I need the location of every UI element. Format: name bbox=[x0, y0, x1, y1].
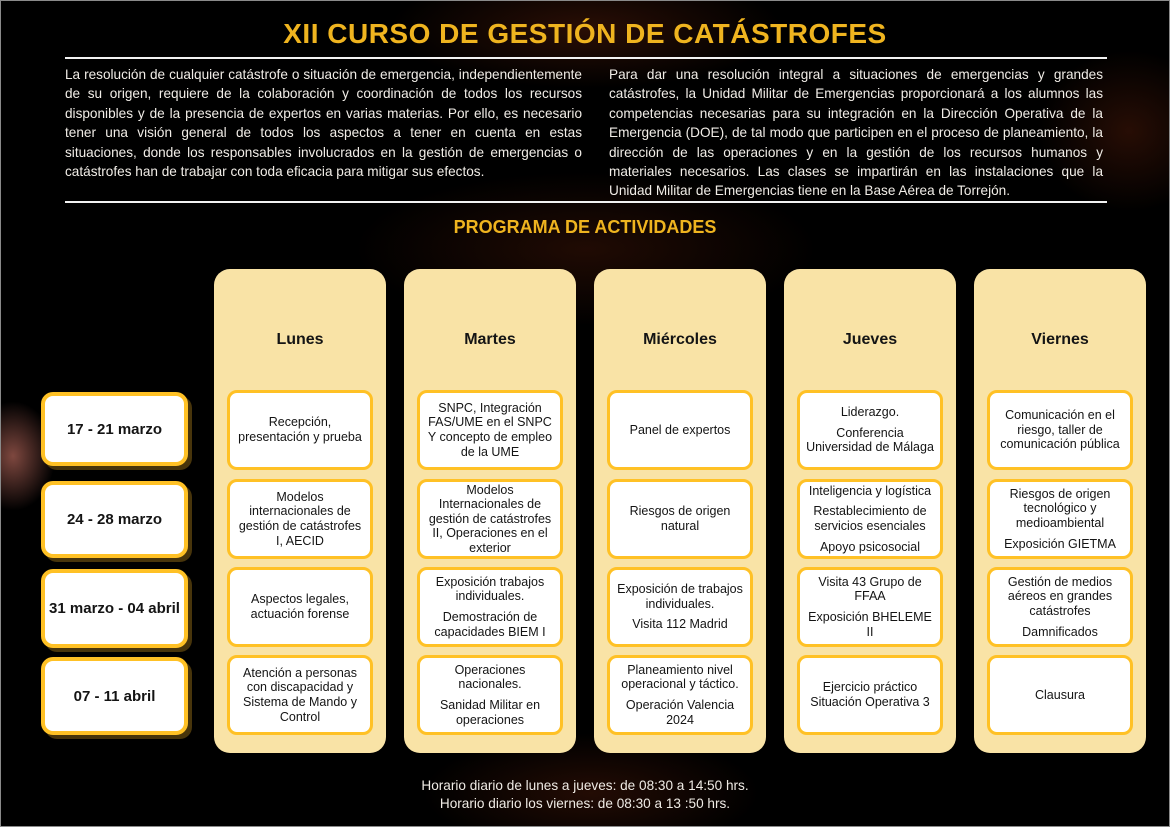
cell-text: Clausura bbox=[1034, 687, 1086, 702]
cell-text: Exposición BHELEME II bbox=[808, 610, 932, 639]
day-header-lunes: Lunes bbox=[276, 331, 324, 348]
cell-text: Damnificados bbox=[1022, 624, 1098, 639]
cell-text: Conferencia Universidad de Málaga bbox=[806, 425, 934, 455]
cell-text: Aspectos legales, actuación forense bbox=[250, 592, 350, 621]
section-heading-programa: PROGRAMA DE ACTIVIDADES bbox=[453, 217, 717, 237]
divider-under-intro bbox=[65, 201, 1107, 203]
footer-hours-line-2: Horario diario los viernes: de 08:30 a 13 :50 hrs. bbox=[439, 795, 731, 811]
intro-paragraph-right: Para dar una resolución integral a situaciones de emergencias y grandes catástrofes, la Unidad Militar de Emergencias proporcionará a los alumnos las competencias necesarias para su integración en la Dirección Operativa de la Emergencia (DOE), de tal modo que participen en el proceso de planeamiento, la dirección de las operaciones y en la gestión de los recursos humanos y materiales necesarios. Las clases se impartirán en las instalaciones que la Unidad Militar de Emergencias tiene en la Base Aérea de Torrejón. bbox=[609, 67, 1103, 199]
day-column-lunes bbox=[214, 269, 386, 753]
footer-schedule-hours bbox=[1, 777, 1169, 812]
schedule-cell bbox=[417, 479, 563, 559]
cell-text: Liderazgo. bbox=[840, 405, 900, 420]
day-column-martes bbox=[404, 269, 576, 753]
day-header-martes: Martes bbox=[464, 331, 516, 348]
day-column-viernes bbox=[974, 269, 1146, 753]
schedule-cell bbox=[987, 655, 1133, 735]
cell-text: Restablecimiento de servicios esenciales bbox=[813, 504, 927, 533]
schedule-cell bbox=[607, 655, 753, 735]
schedule-cell bbox=[227, 655, 373, 735]
day-header-jueves: Jueves bbox=[842, 331, 898, 348]
cell-text: Visita 112 Madrid bbox=[632, 617, 728, 632]
footer-hours-line-1: Horario diario de lunes a jueves: de 08:30 a 14:50 hrs. bbox=[421, 778, 749, 793]
week-date-box-3: 31 marzo - 04 abril bbox=[41, 569, 188, 648]
week-date-box-2: 24 - 28 marzo bbox=[41, 481, 188, 558]
cell-text: Modelos Internacionales de gestión de catástrofes II, Operaciones en el exterior bbox=[428, 482, 552, 555]
cell-text: Exposición GIETMA bbox=[1004, 536, 1116, 551]
divider-under-title bbox=[65, 57, 1107, 59]
schedule-cell bbox=[607, 479, 753, 559]
schedule-cell bbox=[797, 567, 943, 647]
cell-text: Riesgos de origen natural bbox=[629, 504, 731, 533]
schedule-cell bbox=[797, 655, 943, 735]
schedule-cell bbox=[797, 390, 943, 470]
cell-text: Gestión de medios aéreos en grandes catástrofes bbox=[1007, 574, 1113, 618]
schedule-cell bbox=[987, 479, 1133, 559]
schedule-cell bbox=[607, 390, 753, 470]
cell-text: Operaciones nacionales. bbox=[454, 662, 526, 692]
page-title: XII CURSO DE GESTIÓN DE CATÁSTROFES bbox=[283, 18, 887, 49]
schedule-cell bbox=[417, 567, 563, 647]
cell-text: Sanidad Militar en operaciones bbox=[439, 698, 541, 727]
cell-text: Modelos internacionales de gestión de catástrofes I, AECID bbox=[238, 489, 362, 548]
cell-text: Inteligencia y logística bbox=[808, 483, 932, 498]
cell-text: Atención a personas con discapacidad y Sistema de Mando y Control bbox=[243, 665, 357, 724]
cell-text: Apoyo psicosocial bbox=[819, 539, 921, 554]
week-date-box-1: 17 - 21 marzo bbox=[41, 392, 188, 466]
cell-text: Planeamiento nivel operacional y táctico. bbox=[621, 662, 739, 692]
schedule-cell bbox=[227, 390, 373, 470]
cell-text: Ejercicio práctico Situación Operativa 3 bbox=[810, 680, 930, 709]
schedule-cell bbox=[227, 567, 373, 647]
schedule-cell bbox=[607, 567, 753, 647]
day-column-miercoles bbox=[594, 269, 766, 753]
cell-text: Exposición de trabajos individuales. bbox=[617, 582, 743, 611]
schedule-cell bbox=[227, 479, 373, 559]
week-date-box-4: 07 - 11 abril bbox=[41, 657, 188, 735]
schedule-cell bbox=[987, 390, 1133, 470]
cell-text: Comunicación en el riesgo, taller de comunicación pública bbox=[1000, 408, 1120, 452]
cell-text: Exposición trabajos individuales. bbox=[435, 574, 545, 604]
cell-text: Operación Valencia 2024 bbox=[625, 698, 735, 727]
schedule-cell bbox=[417, 655, 563, 735]
cell-text: Panel de expertos bbox=[629, 422, 731, 437]
cell-text: SNPC, Integración FAS/UME en el SNPC Y concepto de empleo de la UME bbox=[427, 400, 553, 459]
cell-text: Riesgos de origen tecnológico y medioambiental bbox=[1009, 486, 1111, 530]
cell-text: Demostración de capacidades BIEM I bbox=[434, 610, 546, 639]
schedule-cell bbox=[987, 567, 1133, 647]
day-header-viernes: Viernes bbox=[1031, 331, 1089, 348]
day-header-miercoles: Miércoles bbox=[643, 331, 717, 348]
cell-text: Recepción, presentación y prueba bbox=[238, 415, 362, 444]
schedule-cell bbox=[417, 390, 563, 470]
schedule-cell bbox=[797, 479, 943, 559]
day-column-jueves bbox=[784, 269, 956, 753]
cell-text: Visita 43 Grupo de FFAA bbox=[818, 574, 922, 604]
intro-paragraph-left: La resolución de cualquier catástrofe o situación de emergencia, independientemente de su origen, requiere de la colaboración y coordinación de todos los recursos disponibles y de la presencia de expertos en varias materias. Por ello, es necesario tener una visión general de todos los aspectos a tener en cuenta en estas situaciones, donde los responsables involucrados en la gestión de emergencias o catástrofes han de trabajar con toda eficacia para mitigar sus efectos. bbox=[65, 67, 582, 180]
